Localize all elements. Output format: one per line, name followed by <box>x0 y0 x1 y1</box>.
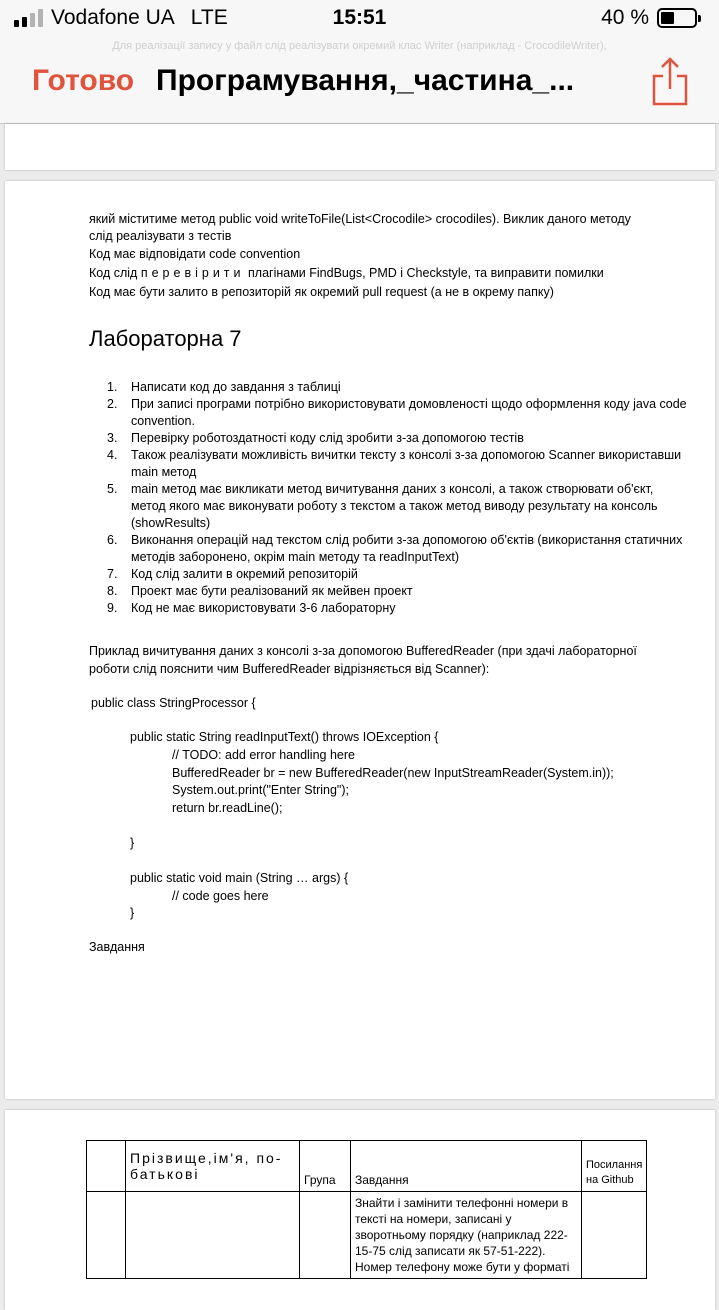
document-title: Програмування,_частина_... <box>156 64 575 97</box>
list-item <box>89 532 689 566</box>
list-item <box>89 583 689 600</box>
list-item <box>89 447 689 481</box>
list-item <box>89 481 689 532</box>
share-button[interactable] <box>651 56 689 106</box>
list-text: Проект має бути реалізований як мейвен проект <box>131 584 413 598</box>
battery-percent: 40 % <box>601 6 649 29</box>
code-line: // code goes here <box>172 889 269 903</box>
share-icon <box>651 56 689 106</box>
list-text: Також реалізувати можливість вичитки тексту з консолі з-за допомогою Scanner використавши main метод <box>131 448 682 479</box>
navigation-bar <box>0 40 719 124</box>
list-number: 8. <box>107 584 118 598</box>
list-number: 7. <box>107 567 118 581</box>
lab-heading: Лабораторна 7 <box>89 326 242 351</box>
table-cell <box>87 1192 126 1279</box>
table-cell-task: Знайти і замінити телефонні номери в тексті на номери, записані у зворотньому порядку (наприклад 222-15-75 слід записати як 57-51-222). Номер телефону може бути у форматі <box>351 1192 582 1279</box>
ghost-text: Для реалізації запису у файл слід реалізувати окремий клас Writer (наприклад - CrocodileWriter), <box>112 40 607 52</box>
network-type: LTE <box>190 6 228 29</box>
text-line: Код має бути залито в репозиторій як окремий pull request (а не в окрему папку) <box>89 285 554 299</box>
list-number: 4. <box>107 448 118 462</box>
check-prefix: Код слід <box>89 266 138 280</box>
list-text: main метод має викликати метод вичитування даних з консолі, а також створювати об'єкт, метод якого має виконувати роботу з текстом а також метод виводу результату на консоль (showResults) <box>131 482 658 530</box>
status-bar <box>0 0 719 40</box>
list-item <box>89 566 689 583</box>
table-cell <box>582 1192 647 1279</box>
list-item <box>89 379 689 396</box>
list-item <box>89 430 689 447</box>
table-header-cell <box>87 1141 126 1192</box>
example-intro: роботи слід пояснити чим BufferedReader відрізняється від Scanner): <box>89 662 490 676</box>
list-number: 5. <box>107 482 118 496</box>
carrier-name: Vodafone UA <box>51 6 175 29</box>
list-item <box>89 396 689 430</box>
check-spaced-word: перевірити <box>140 266 245 280</box>
task-label: Завдання <box>89 940 145 954</box>
list-number: 2. <box>107 397 118 411</box>
battery-icon <box>657 8 697 28</box>
code-line: } <box>130 906 135 920</box>
assignment-table <box>86 1140 647 1279</box>
text-line: слід реалізувати з тестів <box>89 229 232 243</box>
table-cell <box>126 1192 300 1279</box>
text-line: Код має відповідати code convention <box>89 247 301 261</box>
table-header-link: Посилання на Github <box>582 1141 647 1192</box>
task-list <box>89 379 689 617</box>
table-header-row <box>87 1141 647 1192</box>
code-line: // TODO: add error handling here <box>172 748 355 762</box>
list-text: Код слід залити в окремий репозиторій <box>131 567 358 581</box>
text-line: який міститиме метод public void writeToFile(List<Crocodile> crocodiles). Виклик даного методу <box>89 212 631 226</box>
document-page <box>5 181 715 1099</box>
table-cell <box>300 1192 351 1279</box>
code-line: BufferedReader br = new BufferedReader(new InputStreamReader(System.in)); <box>172 766 614 780</box>
list-text: Код не має використовувати 3-6 лабораторну <box>131 601 396 615</box>
list-text: Перевірку роботоздатності коду слід зробити з-за допомогою тестів <box>131 431 524 445</box>
list-number: 6. <box>107 533 118 547</box>
list-number: 3. <box>107 431 118 445</box>
document-page-next <box>5 1110 715 1310</box>
table-header-group: Група <box>300 1141 351 1192</box>
code-line: public static void main (String … args) { <box>130 871 349 885</box>
code-line: public static String readInputText() throws IOException { <box>130 730 439 744</box>
table-header-task: Завдання <box>351 1141 582 1192</box>
list-item <box>89 600 689 617</box>
list-number: 1. <box>107 380 118 394</box>
code-line: public class StringProcessor { <box>91 696 256 710</box>
document-page-previous <box>5 124 715 170</box>
code-line: System.out.print("Enter String"); <box>172 783 349 797</box>
table-header-name: Прізвище,ім'я, по-батькові <box>126 1141 300 1192</box>
list-text: Виконання операцій над текстом слід робити з-за допомогою об'єктів (використання статичних методів заборонено, окрім main методу та readInputText) <box>131 533 683 564</box>
check-line <box>89 265 604 282</box>
example-intro: Приклад вичитування даних з консолі з-за допомогою BufferedReader (при здачі лабораторної <box>89 644 637 658</box>
table-row <box>87 1192 647 1279</box>
check-rest: плагінами FindBugs, PMD і Checkstyle, та виправити помилки <box>248 266 604 280</box>
list-text: Написати код до завдання з таблиці <box>131 380 341 394</box>
code-line: return br.readLine(); <box>172 801 283 815</box>
done-button[interactable]: Готово <box>32 64 135 97</box>
list-text: При записі програми потрібно використовувати домовленості щодо оформлення коду java code convention. <box>131 397 687 428</box>
code-line: } <box>130 836 135 850</box>
list-number: 9. <box>107 601 118 615</box>
status-time: 15:51 <box>332 6 387 29</box>
